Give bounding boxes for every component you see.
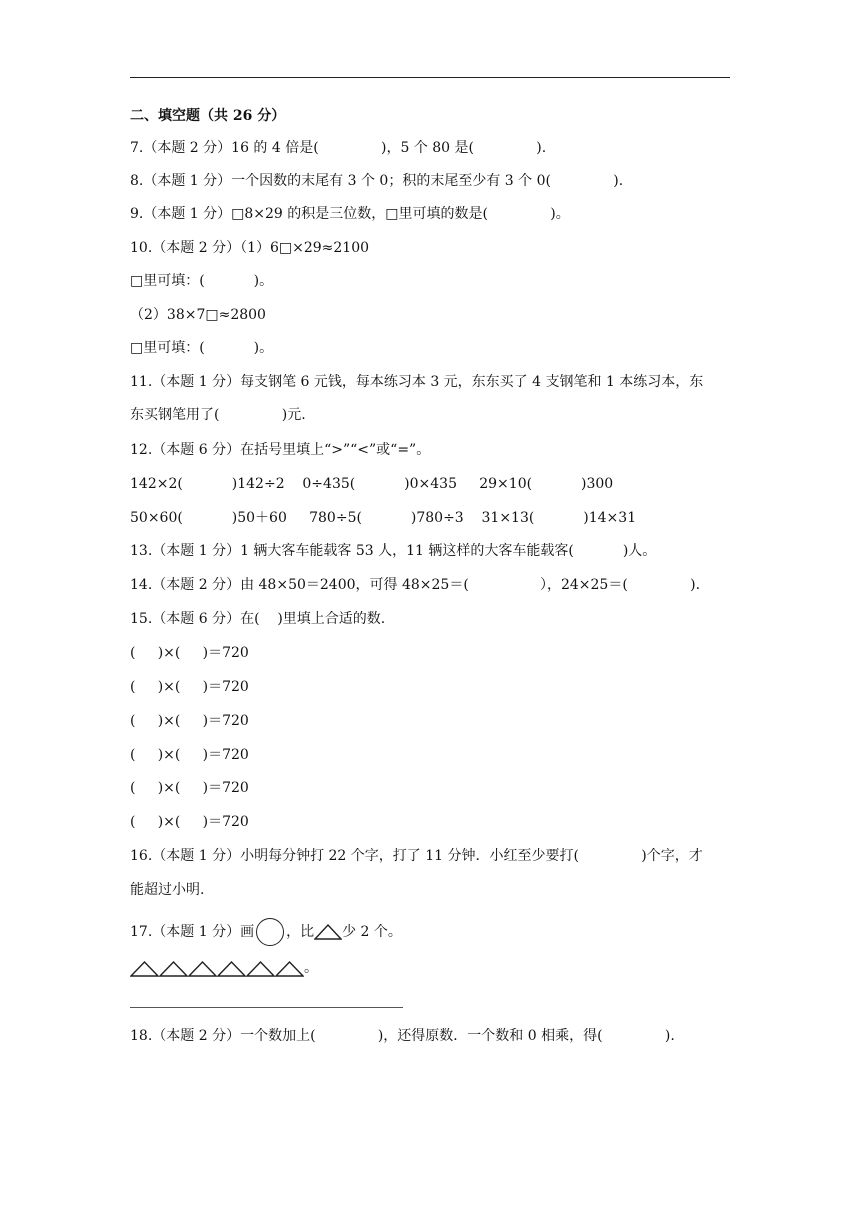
header-rule (130, 77, 730, 78)
triangle-row-end: 。 (304, 960, 318, 976)
question-14: 14.（本题 2 分）由 48×50＝2400，可得 48×25＝( ），24×25＝( ). (130, 577, 701, 593)
question-16-line-2: 能超过小明. (130, 882, 205, 898)
question-15-item: ( )×( )＝720 (130, 814, 249, 830)
question-17 (130, 918, 402, 946)
triangle-icon (246, 961, 275, 977)
question-10-answer-1: □里可填：( )。 (130, 273, 274, 289)
question-13: 13.（本题 1 分）1 辆大客车能载客 53 人，11 辆这样的大客车能载客( )人。 (130, 543, 657, 559)
question-15-item: ( )×( )＝720 (130, 713, 249, 729)
question-8: 8.（本题 1 分）一个因数的末尾有 3 个 0；积的末尾至少有 3 个 0( ). (130, 173, 624, 189)
question-15-item: ( )×( )＝720 (130, 780, 249, 796)
question-11-line-2: 东买钢笔用了( )元. (130, 407, 306, 423)
question-16-line-1: 16.（本题 1 分）小明每分钟打 22 个字，打了 11 分钟．小红至少要打( )个字，才 (130, 848, 703, 864)
question-17-mid: ，比 (286, 924, 315, 940)
question-11-line-1: 11.（本题 1 分）每支钢笔 6 元钱，每本练习本 3 元，东东买了 4 支钢笔和 1 本练习本，东 (130, 374, 704, 390)
question-7: 7.（本题 2 分）16 的 4 倍是( )，5 个 80 是( ). (130, 140, 547, 156)
section-title: 二、填空题（共 26 分） (130, 108, 286, 124)
question-12: 12.（本题 6 分）在括号里填上“>”“<”或“=”。 (130, 442, 431, 458)
question-10-part-2: （2）38×7□≈2800 (130, 307, 266, 323)
question-17-suffix: 少 2 个。 (342, 924, 402, 940)
question-18: 18.（本题 2 分）一个数加上( )，还得原数．一个数和 0 相乘，得( ). (130, 1028, 675, 1044)
question-12-row-2: 50×60( )50＋60 780÷5( )780÷3 31×13( )14×31 (130, 510, 637, 526)
triangle-icon (188, 961, 217, 977)
circle-icon (256, 918, 284, 946)
question-10-answer-2: □里可填：( )。 (130, 340, 274, 356)
triangle-icon (314, 924, 342, 940)
question-10: 10.（本题 2 分）（1）6□×29≈2100 (130, 240, 370, 256)
triangle-row (130, 957, 318, 977)
question-15-item: ( )×( )＝720 (130, 747, 249, 763)
question-15-item: ( )×( )＝720 (130, 679, 249, 695)
triangle-icon (275, 961, 304, 977)
question-12-row-1: 142×2( )142÷2 0÷435( )0×435 29×10( )300 (130, 476, 614, 492)
question-15-item: ( )×( )＝720 (130, 645, 249, 661)
question-17-prefix: 17.（本题 1 分）画 (130, 924, 255, 940)
answer-line (130, 1007, 403, 1008)
triangle-icon (217, 961, 246, 977)
triangle-icon (159, 961, 188, 977)
triangle-icon (130, 961, 159, 977)
question-9: 9.（本题 1 分）□8×29 的积是三位数，□里可填的数是( )。 (130, 206, 570, 222)
question-15: 15.（本题 6 分）在( )里填上合适的数. (130, 611, 386, 627)
